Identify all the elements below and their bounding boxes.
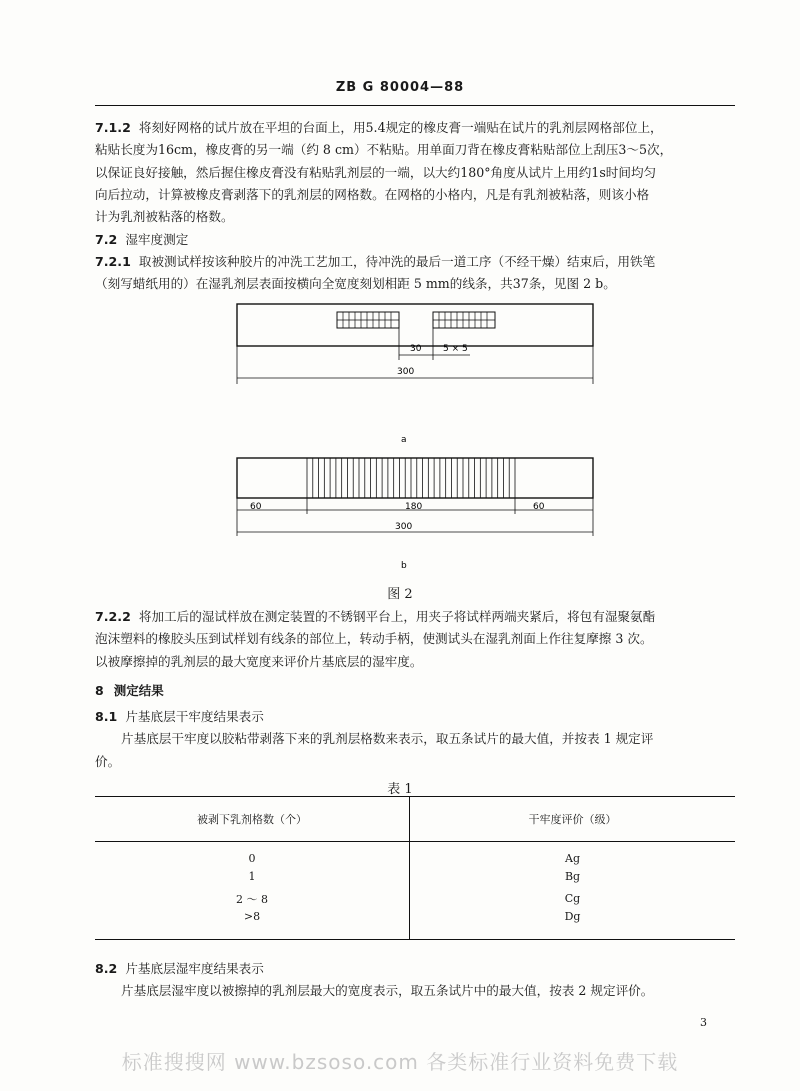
film-strip xyxy=(237,304,593,346)
table-row: 1 Bg xyxy=(95,866,735,888)
clause-7-2-1 xyxy=(95,251,735,296)
clause-8-2-heading: 8.2 片基底层湿牢度结果表示 xyxy=(95,961,264,976)
figure-caption: 图 2 xyxy=(387,587,413,602)
watermark: 标准搜搜网 www.bzsoso.com 各类标准行业资料免费下载 xyxy=(121,1050,679,1074)
clause-8-1-line-1: 片基底层干牢度以胶粘带剥落下来的乳剂层格数来表示，取五条试片的最大值，并按表 1 规定评 xyxy=(121,731,654,747)
left-grid xyxy=(337,312,399,328)
dim-60-right-label: 60 xyxy=(533,502,545,512)
page-number: 3 xyxy=(700,1016,707,1029)
dim-300-label: 300 xyxy=(395,522,413,532)
clause-8-1-line-2: 价。 xyxy=(95,753,121,769)
clause-7-1-2-line-3: 以保证良好接触，然后握住橡皮膏没有粘贴乳剂层的一端，以大约180°角度从试片上用约1s时间均匀 xyxy=(95,164,657,180)
clause-7-2-2 xyxy=(95,606,735,673)
dim-60-left-label: 60 xyxy=(250,502,262,512)
document-code: ZB G 80004—88 xyxy=(335,80,465,95)
table-header-cell: 干牢度评价（级） xyxy=(528,813,617,826)
clause-8-1 xyxy=(95,706,735,773)
clause-7-1-2-line-1: 7.1.2 将刻好网格的试片放在平坦的台面上，用5.4规定的橡皮膏一端贴在试片的乳剂层网格部位上， xyxy=(95,120,663,135)
film-strip xyxy=(237,458,593,498)
clause-number: 7.1.2 xyxy=(95,120,131,135)
scored-lines xyxy=(307,458,515,498)
clause-7-2-2-line-2: 泡沫塑料的橡胶头压到试样划有线条的部位上，转动手柄，使测试头在湿乳剂面上作往复摩擦 3 次。 xyxy=(95,631,653,647)
clause-7-2-title: 湿牢度测定 xyxy=(125,232,189,247)
table-title: 表 1 xyxy=(387,782,413,797)
clause-7-1-2 xyxy=(95,117,735,228)
clause-8-1-heading: 8.1 片基底层干牢度结果表示 xyxy=(95,709,264,724)
dim-300-label: 300 xyxy=(397,367,415,377)
dim-180-label: 180 xyxy=(405,502,423,512)
table-row: 0 Ag xyxy=(95,842,735,866)
clause-7-2-1-line-1: 7.2.1 取被测试样按该种胶片的冲洗工艺加工，待冲洗的最后一道工序（不经干燥）结束后，用铁笔 xyxy=(95,254,656,269)
figure-2a xyxy=(225,300,605,450)
clause-7-2-heading: 7.2 湿牢度测定 xyxy=(95,232,189,247)
header-rule xyxy=(95,105,735,106)
table-header-cell: 被剥下乳剂格数（个） xyxy=(95,797,410,842)
figure-2b xyxy=(225,452,605,572)
clause-7-1-2-line-4: 向后拉动，计算被橡皮膏剥落下的乳剂层的网格数。在网格的小格内，凡是有乳剂被粘落，则该小格 xyxy=(95,186,650,202)
clause-7-1-2-line-5: 计为乳剂被粘落的格数。 xyxy=(95,209,234,225)
table-header-row xyxy=(95,797,735,842)
dim-30-label: 30 xyxy=(410,344,422,354)
clause-7-2-1-line-2: （刻写蜡纸用的）在湿乳剂层表面按横向全宽度刻划相距 5 mm的线条，共37条，见图 2 b。 xyxy=(95,276,616,292)
right-grid xyxy=(433,312,495,328)
figure-a-label: a xyxy=(401,435,407,445)
clause-8-2 xyxy=(95,958,735,1003)
dim-5x5-label: 5 × 5 xyxy=(443,344,468,354)
table-row: 2 ～ 8 Cg xyxy=(95,888,735,910)
clause-8-2-line-1: 片基底层湿牢度以被擦掉的乳剂层最大的宽度表示，取五条试片中的最大值，按表 2 规定评价。 xyxy=(121,983,654,999)
clause-7-2-2-line-3: 以被摩擦掉的乳剂层的最大宽度来评价片基底层的湿牢度。 xyxy=(95,653,423,669)
section-8-title: 测定结果 xyxy=(113,683,164,698)
figure-b-label: b xyxy=(401,561,407,571)
clause-7-1-2-line-2: 粘贴长度为16cm，橡皮膏的另一端（约 8 cm）不粘贴。用单面刀背在橡皮膏粘贴部位上刮压3～5次， xyxy=(95,142,673,158)
table-row: >8 Dg xyxy=(95,910,735,940)
clause-7-2-2-line-1: 7.2.2 将加工后的湿试样放在测定装置的不锈钢平台上，用夹子将试样两端夹紧后，将包有湿聚氨酯 xyxy=(95,609,656,624)
section-8-heading: 8 测定结果 xyxy=(95,683,164,698)
table-1 xyxy=(95,796,735,940)
